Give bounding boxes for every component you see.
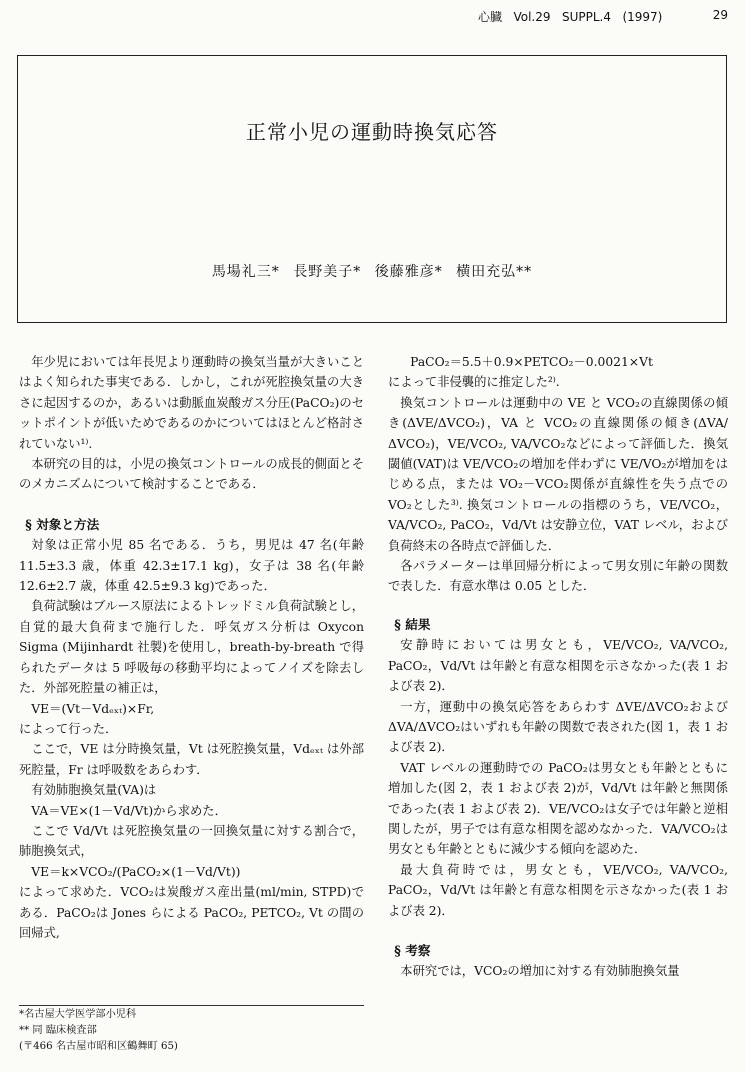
section-heading: § 対象と方法: [25, 516, 100, 532]
body-paragraph: 有効肺胞換気量(VA)は: [31, 783, 157, 798]
journal-year: (1997): [622, 10, 663, 24]
section-spacer: [388, 921, 728, 941]
body-paragraph: 対象は正常小児 85 名である．うち，男児は 47 名(年齢 11.5±3.3 歳，体重 42.3±17.1 kg)，女子は 38 名(年齢 12.6±2.7 歳，体重 42.5±9.3 kg)であった．: [19, 538, 364, 594]
body-continuation: によって非侵襲的に推定した²⁾.: [388, 375, 560, 390]
footnote-rule: [19, 1005, 364, 1006]
body-continuation: によって行った．: [19, 721, 118, 736]
body-paragraph: ここで，VE は分時換気量，Vt は死腔換気量，Vdₑₓₜ は外部死腔量，Fr は呼吸数をあらわす．: [19, 742, 364, 777]
body-paragraph: VAT レベルの運動時での PaCO₂は男女とも年齢とともに増加した(図 2，表 1 および表 2)が，Vd/Vt は年齢と無関係であった(表 1 および表 2)．VE/VCO₂は女子では年齢と逆相関したが，男子では有意な相関を認めなかった．VA/VCO₂は男女とも年齢とともに減少する傾向を認めた．: [388, 760, 728, 857]
equation: VE＝k×VCO₂/(PaCO₂×(1－Vd/Vt)): [31, 864, 241, 879]
body-paragraph: 換気コントロールは運動中の VE と VCO₂の直線関係の傾き(ΔVE/ΔVCO₂)，VA と VCO₂の直線関係の傾き(ΔVA/ΔVCO₂)，VE/VCO₂, VA/VCO₂などによって評価した．換気閾値(VAT)は VE/VCO₂の増加を伴わずに VE/VO₂が増加をはじめる点，または VO₂－VCO₂関係が直線性を失う点での VO₂とした³⁾. 換気コントロールの指標のうち，VE/VCO₂，VA/VCO₂, PaCO₂，Vd/Vt は安静立位，VAT レベル，および負荷終末の各時点で評価した．: [388, 395, 728, 553]
journal-supplement: SUPPL.4: [561, 10, 611, 24]
journal-volume: Vol.29: [513, 10, 551, 24]
footnote-address: (〒466 名古屋市昭和区鶴舞町 65): [19, 1041, 178, 1052]
footnote-affiliation-1: *名古屋大学医学部小児科: [19, 1009, 137, 1020]
body-paragraph: 本研究の目的は，小児の換気コントロールの成長的側面とそのメカニズムについて検討することである．: [19, 457, 364, 492]
footnote-affiliation-2: ** 同 臨床検査部: [19, 1025, 97, 1036]
section-spacer: [388, 597, 728, 615]
title-box: [17, 55, 727, 323]
paper-title: 正常小児の運動時換気応答: [246, 120, 498, 144]
body-paragraph: 最大負荷時では，男女とも，VE/VCO₂, VA/VCO₂, PaCO₂，Vd/Vt は年齢と有意な相関を示さなかった(表 1 および表 2)．: [388, 862, 728, 918]
author-list: 馬場礼三* 長野美子* 後藤雅彦* 横田充弘**: [211, 264, 533, 280]
section-heading: § 結果: [394, 616, 431, 632]
body-paragraph: ここで Vd/Vt は死腔換気量の一回換気量に対する割合で，肺胞換気式，: [19, 823, 364, 859]
page-number: 29: [712, 8, 728, 22]
equation: VA＝VE×(1－Vd/Vt)から求めた．: [31, 803, 227, 818]
journal-name: 心臓: [478, 10, 503, 24]
running-head: [478, 8, 728, 25]
body-paragraph: 安静時においては男女とも，VE/VCO₂, VA/VCO₂, PaCO₂，Vd/Vt は年齢と有意な相関を示さなかった(表 1 および表 2)．: [388, 638, 728, 694]
right-column: [388, 352, 728, 982]
body-paragraph: 負荷試験はブルース原法によるトレッドミル負荷試験とし，自覚的最大負荷まで施行した．呼気ガス分析は Oxycon Sigma (Mijinhardt 社製)を使用し，breath-by-breath で得られたデータは 5 呼吸毎の移動平均によってノイズを除去した．外部死腔量の補正は，: [19, 599, 364, 696]
body-continuation: によって求めた．VCO₂は炭酸ガス産出量(ml/min, STPD)である．PaCO₂は Jones らによる PaCO₂, PETCO₂, Vt の間の回帰式,: [19, 885, 364, 940]
body-paragraph: 年少児においては年長児より運動時の換気当量が大きいことはよく知られた事実である．しかし，これが死腔換気量の大きさに起因するのか，あるいは動脈血炭酸ガス分圧(PaCO₂)のセットポイントが低いためであるのかについてはほとんど格討されていない¹⁾.: [19, 355, 364, 451]
body-paragraph: 本研究では，VCO₂の増加に対する有効肺胞換気量: [400, 964, 680, 979]
section-spacer: [19, 495, 364, 515]
body-paragraph: 一方，運動中の換気応答をあらわす ΔVE/ΔVCO₂および ΔVA/ΔVCO₂はいずれも年齢の関数で表された(図 1，表 1 および表 2)．: [388, 699, 728, 755]
equation: VE＝(Vt－Vdₑₓₜ)×Fr,: [31, 701, 155, 716]
left-column: [19, 352, 364, 943]
equation: PaCO₂＝5.5＋0.9×PETCO₂－0.0021×Vt: [410, 355, 653, 369]
section-heading: § 考察: [394, 942, 431, 958]
footnotes: [19, 1007, 364, 1055]
body-paragraph: 各パラメーターは単回帰分析によって男女別に年齢の関数で表した．有意水準は 0.05 とした．: [388, 559, 728, 594]
